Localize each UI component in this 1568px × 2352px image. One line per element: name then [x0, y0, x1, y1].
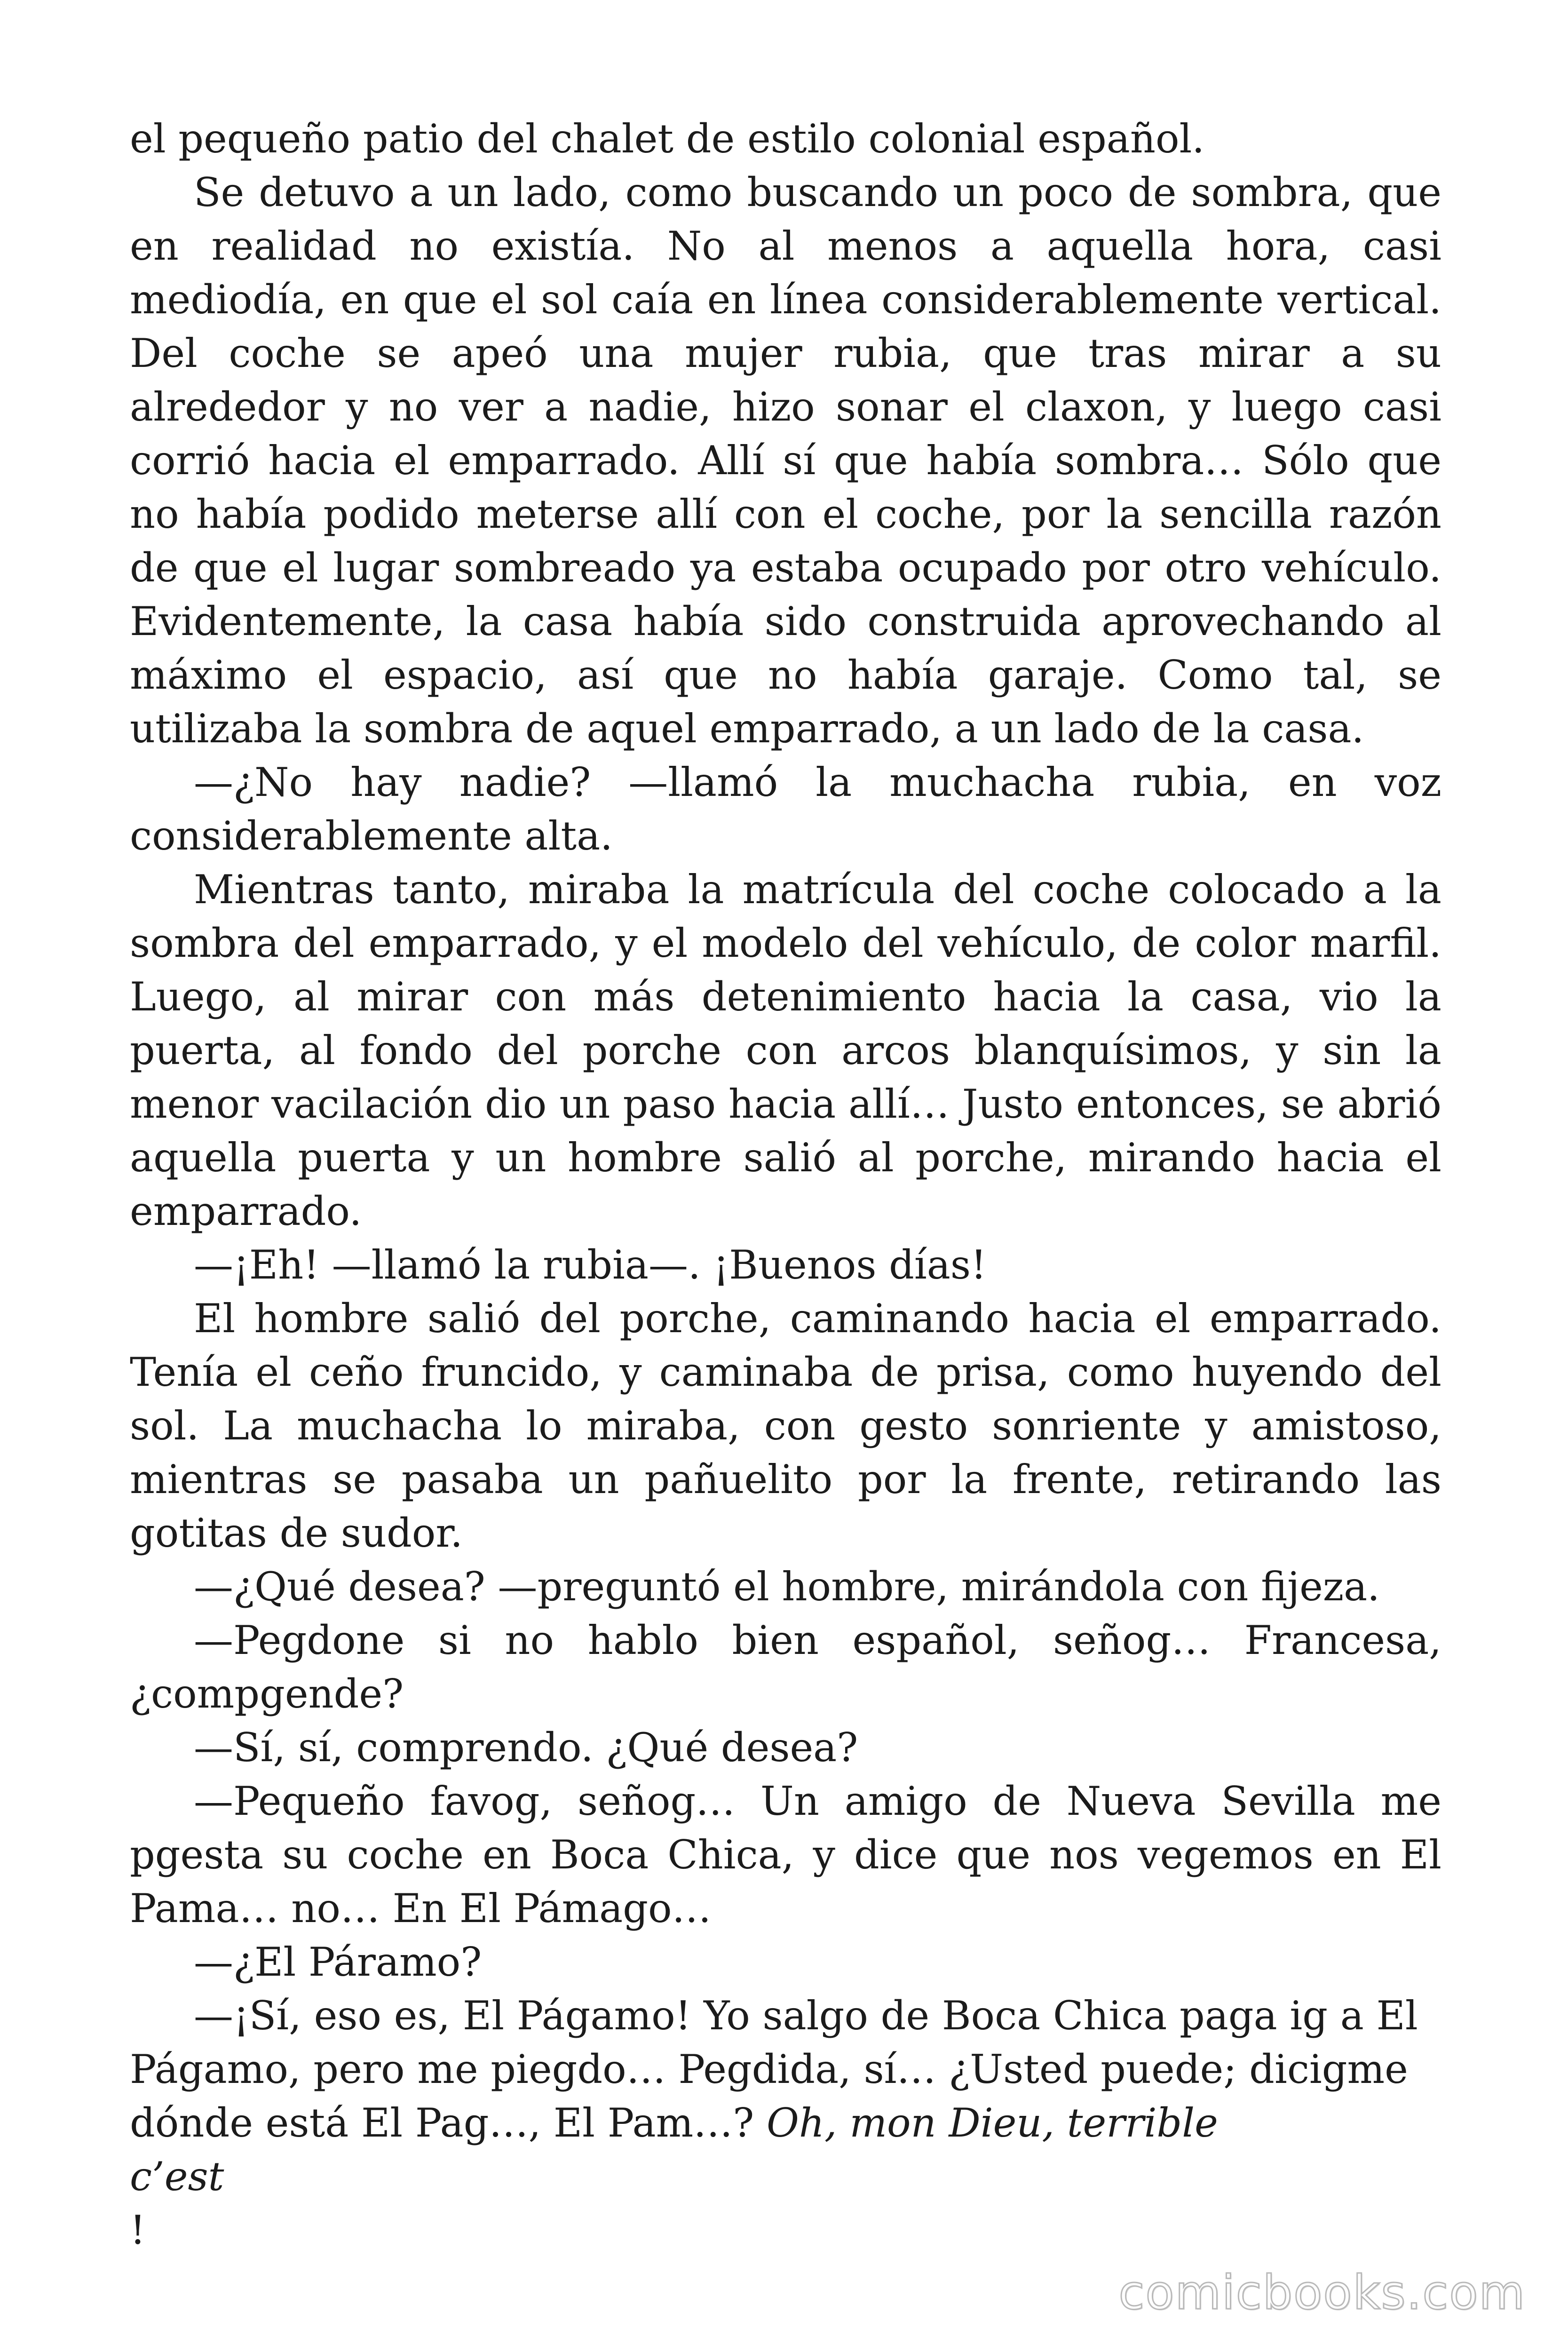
paragraph-1: el pequeño patio del chalet de estilo colonial español. — [130, 116, 1205, 162]
watermark: comicbooks.com — [1118, 2265, 1526, 2320]
paragraph-12-line-2 — [130, 2150, 1441, 2203]
paragraph-6: El hombre salió del porche, caminando hacia el emparrado. Tenía el ceño fruncido, y caminaba de prisa, como huyendo del sol. La muchacha lo miraba, con gesto sonriente y amistoso, mientras se pasaba un pañuelito por la frente, retirando las gotitas de sudor. — [130, 1295, 1441, 1556]
paragraph-5: —¡Eh! —llamó la rubia—. ¡Buenos días! — [194, 1242, 987, 1288]
paragraph-12-italic-2: c’est — [130, 2153, 224, 2200]
paragraph-2: Se detuvo a un lado, como buscando un poco de sombra, que en realidad no existía. No al menos a aquella hora, casi mediodía, en que el sol caía en línea considerablemente vertical. Del coche se apeó una mujer rubia, que tras mirar a su alrededor y no ver a nadie, hizo sonar el claxon, y luego casi corrió hacia el emparrado. Allí sí que había sombra… Sólo que no había podido meterse allí con el coche, por la sencilla razón de que el lugar sombreado ya estaba ocupado por otro vehículo. Evidentemente, la casa había sido construida aprovechando al máximo el espacio, así que no había garaje. Como tal, se utilizaba la sombra de aquel emparrado, a un lado de la casa. — [130, 169, 1441, 752]
paragraph-4: Mientras tanto, miraba la matrícula del coche colocado a la sombra del emparrado, y el modelo del vehículo, de color marfil. Luego, al mirar con más detenimiento hacia la casa, vio la puerta, al fondo del porche con arcos blanquísimos, y sin la menor vacilación dio un paso hacia allí… Justo entonces, se abrió aquella puerta y un hombre salió al porche, mirando hacia el emparrado. — [130, 866, 1441, 1234]
paragraph-12-text: —¡Sí, eso es, El Págamo! Yo salgo de Boca Chica paga ig a El Págamo, pero me piegdo… Pegdida, sí… ¿Usted puede; dicigme dónde está El Pag…, El Pam…? — [130, 1993, 1418, 2146]
document-page — [130, 112, 1441, 2257]
paragraph-12-line-3: ! — [130, 2207, 146, 2253]
paragraph-8: —Pegdone si no hablo bien español, señog… Francesa, ¿compgende? — [130, 1617, 1441, 1717]
paragraph-12 — [130, 1989, 1441, 2150]
paragraph-10: —Pequeño favog, señog… Un amigo de Nueva Sevilla me pgesta su coche en Boca Chica, y dice que nos vegemos en El Pama… no… En El Pámago… — [130, 1778, 1441, 1931]
paragraph-9: —Sí, sí, comprendo. ¿Qué desea? — [194, 1724, 858, 1771]
paragraph-7: —¿Qué desea? —preguntó el hombre, mirándola con fijeza. — [194, 1564, 1380, 1610]
paragraph-12-italic: Oh, mon Dieu, terrible — [766, 2100, 1218, 2146]
paragraph-3: —¿No hay nadie? —llamó la muchacha rubia, en voz considerablemente alta. — [130, 759, 1441, 859]
paragraph-11: —¿El Páramo? — [194, 1939, 482, 1985]
